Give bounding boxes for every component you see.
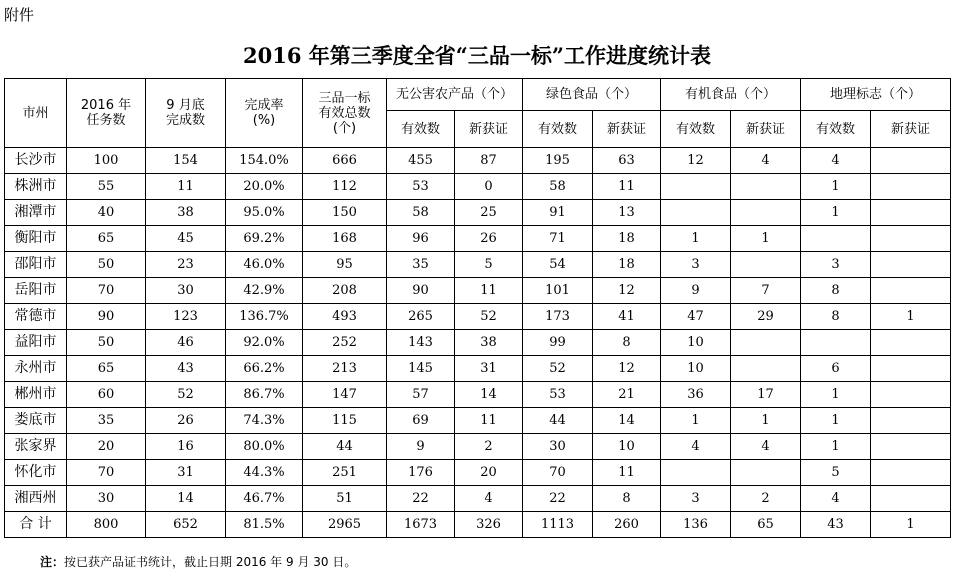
cell-rate: 46.0% (226, 252, 303, 278)
cell-of-valid: 10 (661, 356, 731, 382)
cell-gf-new: 8 (593, 486, 661, 512)
header-total-line2: 有效总数 (318, 105, 371, 121)
cell-of-valid: 10 (661, 330, 731, 356)
cell-gm-valid: 4 (801, 148, 871, 174)
cell-rate: 136.7% (226, 304, 303, 330)
cell-of-valid: 9 (661, 278, 731, 304)
cell-done: 14 (146, 486, 226, 512)
cell-gf-valid: 99 (523, 330, 593, 356)
cell-pf-valid: 22 (387, 486, 455, 512)
cell-gf-valid: 195 (523, 148, 593, 174)
cell-gf-new: 260 (593, 512, 661, 538)
table-row (5, 252, 951, 278)
cell-gm-valid: 3 (801, 252, 871, 278)
cell-gm-new (871, 200, 951, 226)
cell-task: 800 (67, 512, 146, 538)
cell-pf-valid: 58 (387, 200, 455, 226)
header-pollution-free: 无公害农产品（个） (387, 79, 523, 111)
cell-gm-new (871, 174, 951, 200)
header-task (67, 79, 146, 148)
cell-pf-valid: 53 (387, 174, 455, 200)
cell-of-valid: 1 (661, 226, 731, 252)
cell-rate: 86.7% (226, 382, 303, 408)
cell-gm-new (871, 330, 951, 356)
cell-gm-new (871, 486, 951, 512)
header-geo-mark: 地理标志（个） (801, 79, 951, 111)
header-done-line1: 9 月底 (166, 98, 205, 113)
cell-done: 652 (146, 512, 226, 538)
cell-done: 45 (146, 226, 226, 252)
cell-done: 38 (146, 200, 226, 226)
footnote-label: 注： (40, 555, 65, 569)
cell-pf-valid: 265 (387, 304, 455, 330)
table-header (5, 79, 951, 148)
table-row (5, 382, 951, 408)
cell-gf-new: 18 (593, 226, 661, 252)
cell-gm-valid: 1 (801, 434, 871, 460)
cell-gm-new (871, 278, 951, 304)
cell-gf-new: 63 (593, 148, 661, 174)
cell-of-valid: 36 (661, 382, 731, 408)
cell-of-valid (661, 200, 731, 226)
cell-gm-valid: 1 (801, 408, 871, 434)
table-row (5, 278, 951, 304)
header-gf-new: 新获证 (593, 111, 661, 148)
cell-total: 112 (303, 174, 387, 200)
cell-task: 55 (67, 174, 146, 200)
cell-gf-valid: 173 (523, 304, 593, 330)
cell-of-new (731, 174, 801, 200)
header-pf-new: 新获证 (455, 111, 523, 148)
cell-total: 147 (303, 382, 387, 408)
table-row (5, 200, 951, 226)
cell-task: 65 (67, 356, 146, 382)
header-gm-valid: 有效数 (801, 111, 871, 148)
cell-city: 湘西州 (5, 486, 67, 512)
cell-rate: 74.3% (226, 408, 303, 434)
cell-of-new: 17 (731, 382, 801, 408)
cell-task: 100 (67, 148, 146, 174)
cell-total: 208 (303, 278, 387, 304)
cell-pf-new: 38 (455, 330, 523, 356)
cell-total: 95 (303, 252, 387, 278)
cell-of-new: 2 (731, 486, 801, 512)
cell-of-valid: 4 (661, 434, 731, 460)
cell-gm-new (871, 382, 951, 408)
cell-task: 20 (67, 434, 146, 460)
footnote (40, 553, 356, 570)
cell-task: 40 (67, 200, 146, 226)
cell-gf-valid: 71 (523, 226, 593, 252)
cell-done: 30 (146, 278, 226, 304)
cell-task: 60 (67, 382, 146, 408)
table-row-total (5, 512, 951, 538)
header-rate-line2: (%) (252, 113, 276, 128)
cell-gm-new (871, 252, 951, 278)
cell-total: 251 (303, 460, 387, 486)
cell-of-valid: 3 (661, 252, 731, 278)
footnote-text: 按已获产品证书统计，截止日期 2016 年 9 月 30 日。 (64, 555, 357, 569)
cell-pf-valid: 145 (387, 356, 455, 382)
cell-of-new: 65 (731, 512, 801, 538)
cell-gm-new (871, 148, 951, 174)
cell-gm-valid: 43 (801, 512, 871, 538)
cell-total: 115 (303, 408, 387, 434)
cell-task: 70 (67, 278, 146, 304)
cell-task: 70 (67, 460, 146, 486)
cell-done: 52 (146, 382, 226, 408)
cell-rate: 46.7% (226, 486, 303, 512)
cell-city: 常德市 (5, 304, 67, 330)
cell-gm-new (871, 460, 951, 486)
cell-of-new (731, 356, 801, 382)
cell-of-valid: 47 (661, 304, 731, 330)
header-of-valid: 有效数 (661, 111, 731, 148)
cell-total: 168 (303, 226, 387, 252)
cell-gm-valid (801, 226, 871, 252)
cell-total: 666 (303, 148, 387, 174)
cell-gf-new: 11 (593, 174, 661, 200)
header-of-new: 新获证 (731, 111, 801, 148)
cell-of-new (731, 252, 801, 278)
cell-gm-valid: 8 (801, 278, 871, 304)
cell-pf-new: 11 (455, 408, 523, 434)
cell-of-new: 4 (731, 434, 801, 460)
cell-gf-new: 12 (593, 356, 661, 382)
table-row (5, 148, 951, 174)
table-row (5, 460, 951, 486)
cell-pf-new: 52 (455, 304, 523, 330)
cell-city: 长沙市 (5, 148, 67, 174)
cell-total: 2965 (303, 512, 387, 538)
cell-of-new (731, 460, 801, 486)
cell-city: 合 计 (5, 512, 67, 538)
cell-of-valid (661, 174, 731, 200)
cell-pf-new: 14 (455, 382, 523, 408)
cell-task: 35 (67, 408, 146, 434)
cell-rate: 80.0% (226, 434, 303, 460)
cell-of-valid: 12 (661, 148, 731, 174)
cell-gm-valid: 1 (801, 200, 871, 226)
cell-rate: 69.2% (226, 226, 303, 252)
cell-of-new (731, 200, 801, 226)
cell-total: 51 (303, 486, 387, 512)
cell-pf-new: 20 (455, 460, 523, 486)
header-gm-new: 新获证 (871, 111, 951, 148)
header-task-line1: 2016 年 (80, 98, 132, 113)
cell-gm-valid: 6 (801, 356, 871, 382)
cell-pf-new: 11 (455, 278, 523, 304)
cell-task: 65 (67, 226, 146, 252)
cell-pf-valid: 35 (387, 252, 455, 278)
cell-of-valid: 136 (661, 512, 731, 538)
cell-pf-new: 5 (455, 252, 523, 278)
cell-task: 50 (67, 330, 146, 356)
table-row (5, 356, 951, 382)
cell-rate: 95.0% (226, 200, 303, 226)
cell-task: 90 (67, 304, 146, 330)
cell-gf-valid: 52 (523, 356, 593, 382)
cell-pf-new: 87 (455, 148, 523, 174)
cell-gm-new: 1 (871, 512, 951, 538)
cell-gf-new: 11 (593, 460, 661, 486)
cell-gm-new (871, 356, 951, 382)
cell-gf-valid: 22 (523, 486, 593, 512)
cell-gf-new: 18 (593, 252, 661, 278)
cell-of-valid: 1 (661, 408, 731, 434)
cell-city: 娄底市 (5, 408, 67, 434)
cell-pf-valid: 69 (387, 408, 455, 434)
cell-done: 31 (146, 460, 226, 486)
cell-city: 湘潭市 (5, 200, 67, 226)
cell-gm-valid: 1 (801, 382, 871, 408)
cell-pf-new: 326 (455, 512, 523, 538)
cell-pf-new: 25 (455, 200, 523, 226)
cell-task: 50 (67, 252, 146, 278)
header-task-line2: 任务数 (86, 113, 126, 128)
cell-gm-new (871, 434, 951, 460)
cell-gm-new: 1 (871, 304, 951, 330)
cell-city: 永州市 (5, 356, 67, 382)
header-organic-food: 有机食品（个） (661, 79, 801, 111)
cell-gf-new: 8 (593, 330, 661, 356)
cell-pf-valid: 57 (387, 382, 455, 408)
cell-done: 26 (146, 408, 226, 434)
cell-of-new: 1 (731, 226, 801, 252)
cell-pf-valid: 455 (387, 148, 455, 174)
cell-of-new: 7 (731, 278, 801, 304)
cell-gf-valid: 30 (523, 434, 593, 460)
cell-city: 怀化市 (5, 460, 67, 486)
table-row (5, 330, 951, 356)
cell-city: 邵阳市 (5, 252, 67, 278)
cell-total: 252 (303, 330, 387, 356)
header-total-line3: (个) (332, 120, 357, 136)
cell-of-new: 29 (731, 304, 801, 330)
cell-gf-new: 12 (593, 278, 661, 304)
cell-task: 30 (67, 486, 146, 512)
cell-gf-new: 41 (593, 304, 661, 330)
cell-gf-valid: 70 (523, 460, 593, 486)
cell-of-new (731, 330, 801, 356)
table-row (5, 486, 951, 512)
cell-of-valid (661, 460, 731, 486)
cell-total: 213 (303, 356, 387, 382)
stats-table (4, 78, 951, 538)
cell-total: 150 (303, 200, 387, 226)
cell-gf-valid: 44 (523, 408, 593, 434)
cell-pf-valid: 143 (387, 330, 455, 356)
cell-pf-new: 26 (455, 226, 523, 252)
header-pf-valid: 有效数 (387, 111, 455, 148)
cell-done: 154 (146, 148, 226, 174)
table-row (5, 434, 951, 460)
cell-pf-valid: 1673 (387, 512, 455, 538)
cell-done: 43 (146, 356, 226, 382)
table-row (5, 174, 951, 200)
cell-gf-new: 10 (593, 434, 661, 460)
cell-done: 123 (146, 304, 226, 330)
cell-gm-valid: 5 (801, 460, 871, 486)
table-body (5, 148, 951, 538)
cell-done: 11 (146, 174, 226, 200)
cell-pf-new: 2 (455, 434, 523, 460)
cell-total: 44 (303, 434, 387, 460)
cell-pf-valid: 176 (387, 460, 455, 486)
table-row (5, 408, 951, 434)
cell-gf-new: 21 (593, 382, 661, 408)
table-row (5, 226, 951, 252)
cell-city: 益阳市 (5, 330, 67, 356)
attachment-label: 附件 (4, 6, 35, 24)
cell-gf-valid: 53 (523, 382, 593, 408)
cell-pf-valid: 9 (387, 434, 455, 460)
cell-total: 493 (303, 304, 387, 330)
cell-city: 郴州市 (5, 382, 67, 408)
header-city: 市州 (5, 79, 67, 148)
cell-rate: 42.9% (226, 278, 303, 304)
cell-pf-new: 0 (455, 174, 523, 200)
cell-gm-new (871, 408, 951, 434)
table-row (5, 304, 951, 330)
cell-gm-valid: 1 (801, 174, 871, 200)
page-title: 2016 年第三季度全省“三品一标”工作进度统计表 (243, 43, 711, 68)
cell-pf-new: 4 (455, 486, 523, 512)
header-rate-line1: 完成率 (244, 98, 284, 113)
cell-of-new: 4 (731, 148, 801, 174)
cell-rate: 20.0% (226, 174, 303, 200)
cell-gf-new: 14 (593, 408, 661, 434)
header-total-line1: 三品一标 (318, 90, 371, 106)
cell-of-new: 1 (731, 408, 801, 434)
cell-rate: 92.0% (226, 330, 303, 356)
cell-gf-valid: 1113 (523, 512, 593, 538)
cell-gf-valid: 91 (523, 200, 593, 226)
cell-rate: 44.3% (226, 460, 303, 486)
header-green-food: 绿色食品（个） (523, 79, 661, 111)
cell-gm-valid: 8 (801, 304, 871, 330)
cell-pf-valid: 90 (387, 278, 455, 304)
cell-gf-valid: 54 (523, 252, 593, 278)
cell-rate: 66.2% (226, 356, 303, 382)
cell-city: 衡阳市 (5, 226, 67, 252)
cell-pf-valid: 96 (387, 226, 455, 252)
cell-gf-valid: 101 (523, 278, 593, 304)
cell-gf-valid: 58 (523, 174, 593, 200)
cell-city: 株洲市 (5, 174, 67, 200)
cell-gm-new (871, 226, 951, 252)
cell-rate: 81.5% (226, 512, 303, 538)
header-done (146, 79, 226, 148)
header-gf-valid: 有效数 (523, 111, 593, 148)
cell-pf-new: 31 (455, 356, 523, 382)
cell-rate: 154.0% (226, 148, 303, 174)
header-done-line2: 完成数 (165, 113, 205, 128)
cell-gm-valid: 4 (801, 486, 871, 512)
cell-gm-valid (801, 330, 871, 356)
cell-done: 46 (146, 330, 226, 356)
header-total (303, 79, 387, 148)
cell-city: 张家界 (5, 434, 67, 460)
cell-done: 23 (146, 252, 226, 278)
header-rate (226, 79, 303, 148)
cell-gf-new: 13 (593, 200, 661, 226)
cell-of-valid: 3 (661, 486, 731, 512)
cell-city: 岳阳市 (5, 278, 67, 304)
cell-done: 16 (146, 434, 226, 460)
